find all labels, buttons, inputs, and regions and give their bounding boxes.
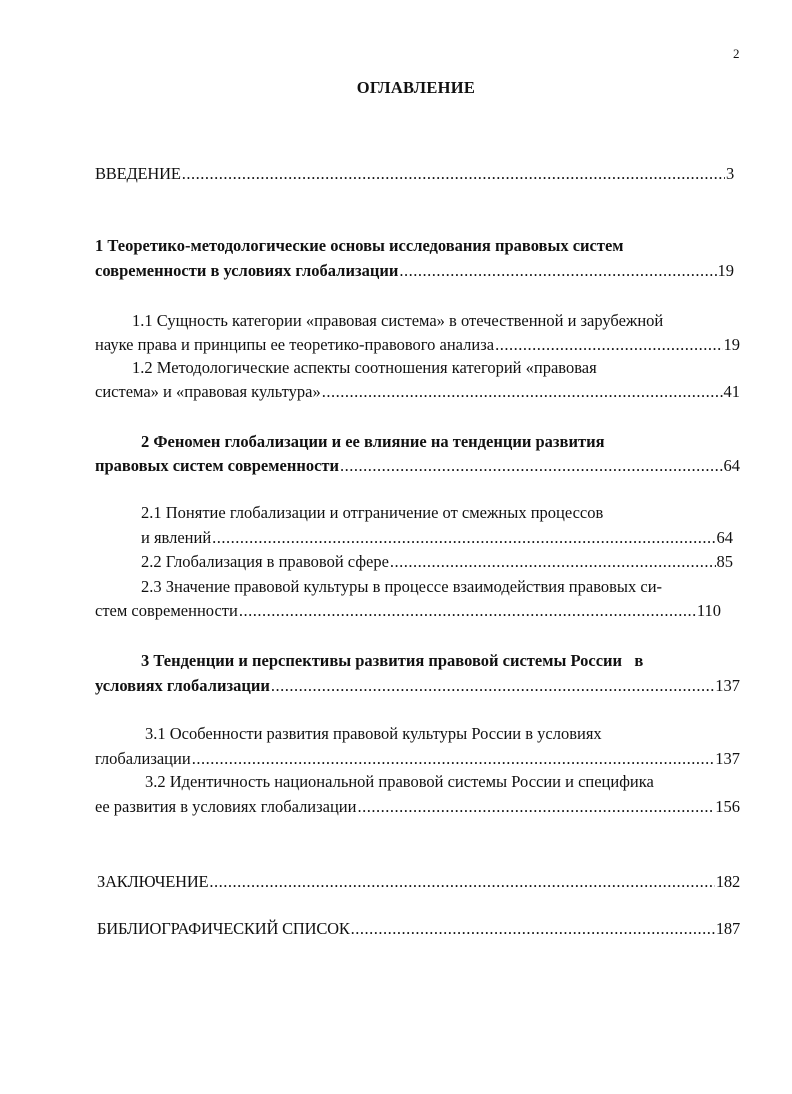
- toc-label: 2.2 Глобализация в правовой сфере: [141, 552, 389, 571]
- toc-label: БИБЛИОГРАФИЧЕСКИЙ СПИСОК: [97, 919, 350, 938]
- toc-leader: [357, 797, 714, 817]
- page-title: ОГЛАВЛЕНИЕ: [356, 78, 476, 97]
- toc-leader: [399, 261, 716, 281]
- toc-chapter2-line1[interactable]: [141, 432, 605, 452]
- toc-label: 2 Феномен глобализации и ее влияние на тенденции развития: [141, 432, 605, 451]
- toc-chapter3-line1[interactable]: [141, 651, 741, 671]
- toc-section-1-2-line1[interactable]: [132, 358, 597, 378]
- toc-page: 85: [716, 552, 733, 571]
- toc-page: 19: [723, 335, 740, 354]
- toc-section-3-2-line2[interactable]: [95, 797, 740, 817]
- toc-section-1-1-line1[interactable]: [132, 311, 663, 331]
- toc-leader: [182, 164, 725, 184]
- toc-leader: [212, 528, 715, 548]
- toc-label: глобализации: [95, 749, 191, 768]
- toc-page: 110: [696, 601, 721, 620]
- toc-label: 2.1 Понятие глобализации и отграничение от смежных процессов: [141, 503, 604, 522]
- toc-label: 3 Тенденции и перспективы развития правовой системы России в: [141, 651, 644, 670]
- toc-section-1-2-line2[interactable]: [95, 382, 740, 402]
- toc-leader: [340, 456, 722, 476]
- toc-label: ВВЕДЕНИЕ: [95, 164, 181, 183]
- toc-chapter1-line1[interactable]: [95, 236, 624, 256]
- toc-section-1-1-line2[interactable]: [95, 335, 740, 355]
- toc-chapter2-line2[interactable]: [95, 456, 740, 476]
- toc-label: ее развития в условиях глобализации: [95, 797, 357, 816]
- toc-entry-intro[interactable]: [95, 164, 734, 184]
- page-number: 2: [733, 46, 740, 61]
- toc-section-3-2-line1[interactable]: [145, 772, 654, 792]
- toc-page: 137: [715, 749, 740, 768]
- toc-leader: [239, 601, 696, 621]
- toc-section-2-1-line1[interactable]: [141, 503, 603, 523]
- toc-label: науке права и принципы ее теоретико-правового анализа: [95, 335, 495, 354]
- toc-section-2-2[interactable]: [141, 552, 733, 572]
- toc-label: 2.3 Значение правовой культуры в процессе взаимодействия правовых си-: [141, 577, 663, 596]
- toc-label: современности в условиях глобализации: [95, 261, 399, 280]
- toc-label: стем современности: [95, 601, 238, 620]
- toc-entry-conclusion[interactable]: [97, 872, 740, 892]
- toc-page: 41: [723, 382, 740, 401]
- toc-section-2-3-line2[interactable]: [95, 601, 721, 621]
- toc-leader: [390, 552, 716, 572]
- toc-label: ЗАКЛЮЧЕНИЕ: [97, 872, 209, 891]
- toc-page: 182: [715, 872, 740, 891]
- toc-section-3-1-line2[interactable]: [95, 749, 740, 769]
- toc-chapter1-line2[interactable]: [95, 261, 734, 281]
- toc-page: 3: [725, 164, 734, 183]
- toc-leader: [192, 749, 715, 769]
- toc-chapter3-line2[interactable]: [95, 676, 740, 696]
- toc-leader: [209, 872, 714, 892]
- toc-page: 64: [716, 528, 733, 547]
- toc-leader: [495, 335, 722, 355]
- toc-leader: [351, 919, 715, 939]
- toc-label: система» и «правовая культура»: [95, 382, 321, 401]
- toc-page: 19: [717, 261, 734, 280]
- toc-label: 1.2 Методологические аспекты соотношения категорий «правовая: [132, 358, 597, 377]
- toc-label: 3.1 Особенности развития правовой культуры России в условиях: [145, 724, 602, 743]
- toc-leader: [271, 676, 714, 696]
- toc-section-3-1-line1[interactable]: [145, 724, 602, 744]
- toc-label: 1.1 Сущность категории «правовая система» в отечественной и зарубежной: [132, 311, 664, 330]
- toc-entry-bibliography[interactable]: [97, 919, 740, 939]
- toc-page: 64: [723, 456, 740, 475]
- toc-label: условиях глобализации: [95, 676, 270, 695]
- toc-label: 3.2 Идентичность национальной правовой системы России и специфика: [145, 772, 654, 791]
- toc-page: 156: [715, 797, 740, 816]
- toc-label: 1 Теоретико-методологические основы исследования правовых систем: [95, 236, 624, 255]
- toc-page: 187: [715, 919, 740, 938]
- toc-section-2-3-line1[interactable]: [141, 577, 662, 597]
- toc-page: 137: [715, 676, 740, 695]
- toc-leader: [322, 382, 723, 402]
- toc-section-2-1-line2[interactable]: [141, 528, 733, 548]
- toc-label: и явлений: [141, 528, 212, 547]
- toc-label: правовых систем современности: [95, 456, 340, 475]
